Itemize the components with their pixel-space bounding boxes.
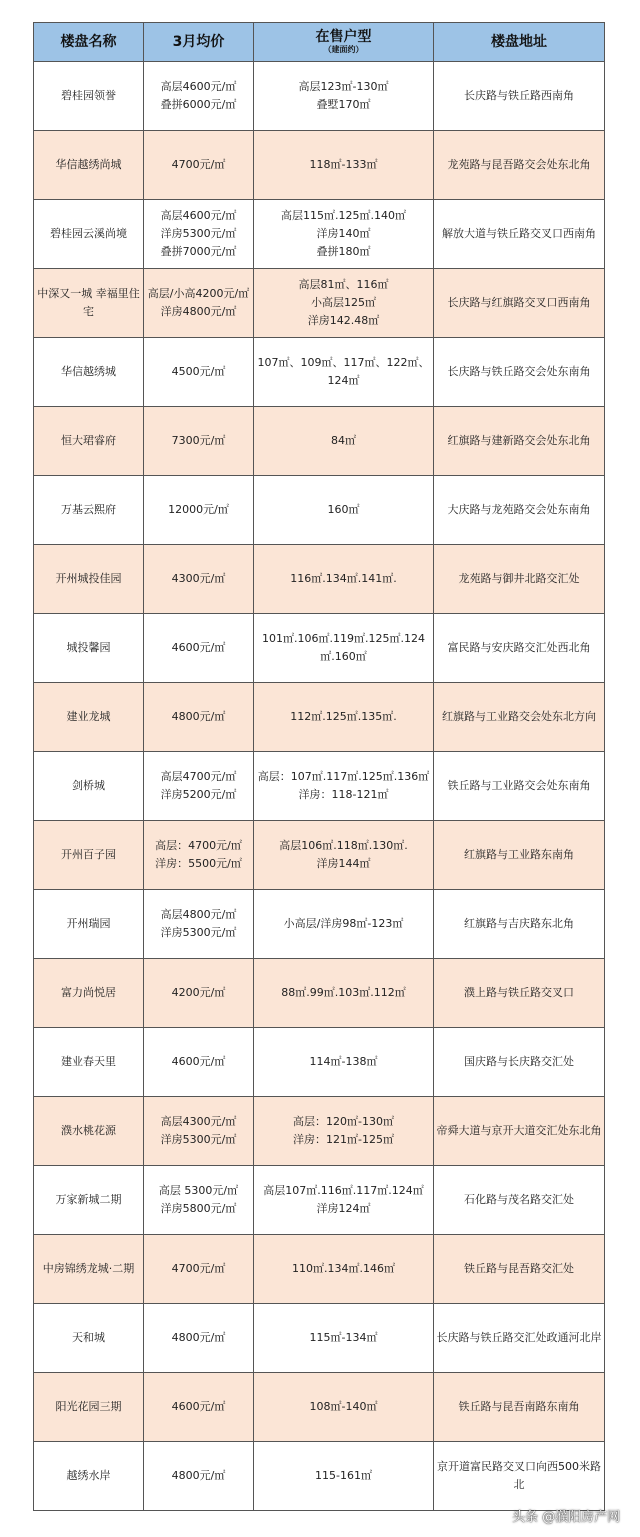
cell-price	[144, 1235, 254, 1304]
housing-price-table	[33, 22, 605, 1511]
cell-types-line: 115-161㎡	[315, 1469, 372, 1482]
cell-types-line: 118㎡-133㎡	[309, 158, 378, 171]
cell-types-line: 洋房140㎡	[316, 227, 371, 240]
cell-name: 天和城	[34, 1304, 144, 1373]
cell-types-line: 叠墅170㎡	[316, 98, 371, 111]
cell-types	[254, 890, 434, 959]
cell-address: 龙苑路与昆吾路交会处东北角	[434, 131, 605, 200]
table-row	[34, 752, 605, 821]
cell-types-line: 108㎡-140㎡	[309, 1400, 378, 1413]
cell-price-line: 高层 5300元/㎡	[158, 1184, 239, 1197]
cell-name: 碧桂园领誉	[34, 62, 144, 131]
cell-address: 石化路与茂名路交汇处	[434, 1166, 605, 1235]
cell-address: 铁丘路与昆吾路交汇处	[434, 1235, 605, 1304]
cell-price-line: 4500元/㎡	[171, 365, 226, 378]
cell-price-line: 洋房4800元/㎡	[160, 305, 237, 318]
cell-price-line: 洋房5300元/㎡	[160, 1133, 237, 1146]
cell-price	[144, 752, 254, 821]
cell-price-line: 7300元/㎡	[171, 434, 226, 447]
cell-price-line: 4700元/㎡	[171, 158, 226, 171]
cell-address: 红旗路与吉庆路东北角	[434, 890, 605, 959]
cell-price-line: 洋房5300元/㎡	[160, 227, 237, 240]
cell-types-line: 高层115㎡.125㎡.140㎡	[281, 209, 406, 222]
cell-types	[254, 131, 434, 200]
cell-types-line: 110㎡.134㎡.146㎡	[292, 1262, 395, 1275]
cell-types-line: 洋房：121㎡-125㎡	[293, 1133, 394, 1146]
cell-price-line: 4800元/㎡	[171, 1469, 226, 1482]
table-row	[34, 476, 605, 545]
cell-types	[254, 1097, 434, 1166]
cell-price	[144, 1373, 254, 1442]
cell-price-line: 洋房5300元/㎡	[160, 926, 237, 939]
cell-price-line: 洋房5200元/㎡	[160, 788, 237, 801]
cell-types	[254, 200, 434, 269]
table-row	[34, 1373, 605, 1442]
cell-types	[254, 476, 434, 545]
cell-name: 开州百子园	[34, 821, 144, 890]
cell-price	[144, 476, 254, 545]
cell-address: 红旗路与工业路交会处东北方向	[434, 683, 605, 752]
cell-address: 解放大道与铁丘路交叉口西南角	[434, 200, 605, 269]
cell-types-line: 高层：107㎡.117㎡.125㎡.136㎡	[257, 770, 430, 783]
cell-types-line: 小高层/洋房98㎡-123㎡	[283, 917, 404, 930]
cell-price	[144, 200, 254, 269]
header-types	[254, 23, 434, 62]
cell-name: 万家新城二期	[34, 1166, 144, 1235]
cell-price-line: 12000元/㎡	[168, 503, 229, 516]
cell-name: 碧桂园云溪尚境	[34, 200, 144, 269]
cell-price-line: 4600元/㎡	[171, 641, 226, 654]
cell-price-line: 4800元/㎡	[171, 710, 226, 723]
cell-types-line: 洋房：118-121㎡	[298, 788, 389, 801]
cell-price	[144, 338, 254, 407]
cell-types-line: 84㎡	[331, 434, 356, 447]
cell-types	[254, 1442, 434, 1511]
cell-types-line: 洋房144㎡	[316, 857, 371, 870]
cell-address: 红旗路与工业路东南角	[434, 821, 605, 890]
cell-types-line: 112㎡.125㎡.135㎡.	[290, 710, 397, 723]
cell-price-line: 高层：4700元/㎡	[155, 839, 242, 852]
cell-name: 阳光花园三期	[34, 1373, 144, 1442]
table-row	[34, 200, 605, 269]
cell-price-line: 高层4600元/㎡	[160, 209, 237, 222]
cell-types	[254, 1028, 434, 1097]
cell-address: 铁丘路与昆吾南路东南角	[434, 1373, 605, 1442]
cell-types-line: 116㎡.134㎡.141㎡.	[290, 572, 397, 585]
cell-types	[254, 959, 434, 1028]
cell-price-line: 高层4600元/㎡	[160, 80, 237, 93]
cell-name: 万基云熙府	[34, 476, 144, 545]
cell-address: 大庆路与龙苑路交会处东南角	[434, 476, 605, 545]
table-row	[34, 1028, 605, 1097]
table-row	[34, 545, 605, 614]
table-row	[34, 614, 605, 683]
table-row	[34, 269, 605, 338]
cell-types-line: 叠拼180㎡	[316, 245, 371, 258]
cell-types-line: 115㎡-134㎡	[309, 1331, 378, 1344]
cell-types	[254, 269, 434, 338]
header-types-label: 在售户型	[315, 29, 372, 45]
cell-address: 铁丘路与工业路交会处东南角	[434, 752, 605, 821]
cell-price-line: 洋房5800元/㎡	[160, 1202, 237, 1215]
cell-address: 红旗路与建新路交会处东北角	[434, 407, 605, 476]
table-row	[34, 338, 605, 407]
cell-price	[144, 821, 254, 890]
cell-address: 长庆路与铁丘路交会处东南角	[434, 338, 605, 407]
cell-types-line: 高层81㎡、116㎡	[298, 278, 389, 291]
cell-price-line: 4200元/㎡	[171, 986, 226, 999]
cell-address: 长庆路与红旗路交叉口西南角	[434, 269, 605, 338]
cell-address: 国庆路与长庆路交汇处	[434, 1028, 605, 1097]
cell-types-line: 88㎡.99㎡.103㎡.112㎡	[281, 986, 406, 999]
cell-price	[144, 890, 254, 959]
header-price: 3月均价	[144, 23, 254, 62]
header-types-sub: （建面约）	[323, 45, 364, 54]
cell-types-line: 114㎡-138㎡	[309, 1055, 378, 1068]
cell-price-line: 4600元/㎡	[171, 1400, 226, 1413]
table-row	[34, 1097, 605, 1166]
header-address: 楼盘地址	[434, 23, 605, 62]
table-row	[34, 890, 605, 959]
cell-address: 富民路与安庆路交汇处西北角	[434, 614, 605, 683]
cell-types-line: 洋房142.48㎡	[307, 314, 380, 327]
cell-price	[144, 269, 254, 338]
cell-address: 龙苑路与御井北路交汇处	[434, 545, 605, 614]
cell-price	[144, 683, 254, 752]
table-row	[34, 1166, 605, 1235]
cell-types	[254, 1373, 434, 1442]
cell-price	[144, 62, 254, 131]
cell-types-line: 高层107㎡.116㎡.117㎡.124㎡	[263, 1184, 424, 1197]
table-row	[34, 821, 605, 890]
cell-name: 恒大珺睿府	[34, 407, 144, 476]
cell-types-line: 洋房124㎡	[316, 1202, 371, 1215]
cell-price-line: 4300元/㎡	[171, 572, 226, 585]
cell-price-line: 洋房：5500元/㎡	[155, 857, 242, 870]
cell-address: 京开道富民路交叉口向西500米路北	[434, 1442, 605, 1511]
cell-types	[254, 683, 434, 752]
cell-price	[144, 545, 254, 614]
cell-name: 开州城投佳园	[34, 545, 144, 614]
cell-name: 开州瑞园	[34, 890, 144, 959]
cell-price	[144, 614, 254, 683]
cell-address: 濮上路与铁丘路交叉口	[434, 959, 605, 1028]
table-row	[34, 1235, 605, 1304]
cell-price-line: 4600元/㎡	[171, 1055, 226, 1068]
cell-types-line: 高层：120㎡-130㎡	[293, 1115, 394, 1128]
cell-price	[144, 1442, 254, 1511]
cell-price	[144, 1304, 254, 1373]
cell-types	[254, 1304, 434, 1373]
cell-price	[144, 131, 254, 200]
cell-name: 越绣水岸	[34, 1442, 144, 1511]
table-row	[34, 131, 605, 200]
table-row	[34, 1304, 605, 1373]
cell-name: 华信越绣城	[34, 338, 144, 407]
cell-types-line: 107㎡、109㎡、117㎡、122㎡、124㎡	[257, 356, 430, 387]
cell-name: 建业春天里	[34, 1028, 144, 1097]
cell-price-line: 高层4300元/㎡	[160, 1115, 237, 1128]
table-row	[34, 959, 605, 1028]
cell-types	[254, 1166, 434, 1235]
table-row	[34, 683, 605, 752]
cell-types	[254, 338, 434, 407]
cell-types	[254, 62, 434, 131]
table-row	[34, 407, 605, 476]
cell-price	[144, 407, 254, 476]
cell-price	[144, 1097, 254, 1166]
cell-price-line: 叠拼6000元/㎡	[160, 98, 237, 111]
table-header-row	[34, 23, 605, 62]
cell-name: 富力尚悦居	[34, 959, 144, 1028]
cell-types	[254, 1235, 434, 1304]
cell-price	[144, 959, 254, 1028]
source-watermark: 头条 @濮阳房产网	[512, 1510, 621, 1525]
cell-price-line: 4700元/㎡	[171, 1262, 226, 1275]
cell-types	[254, 752, 434, 821]
cell-name: 华信越绣尚城	[34, 131, 144, 200]
cell-types-line: 160㎡	[327, 503, 360, 516]
cell-name: 中深又一城 幸福里住宅	[34, 269, 144, 338]
cell-price-line: 高层/小高4200元/㎡	[147, 287, 250, 300]
cell-types	[254, 545, 434, 614]
cell-types	[254, 821, 434, 890]
cell-name: 中房锦绣龙城·二期	[34, 1235, 144, 1304]
header-name: 楼盘名称	[34, 23, 144, 62]
cell-types	[254, 614, 434, 683]
cell-types-line: 高层123㎡-130㎡	[298, 80, 389, 93]
cell-price-line: 4800元/㎡	[171, 1331, 226, 1344]
cell-address: 帝舜大道与京开大道交汇处东北角	[434, 1097, 605, 1166]
cell-price-line: 高层4800元/㎡	[160, 908, 237, 921]
table-row	[34, 1442, 605, 1511]
cell-price	[144, 1166, 254, 1235]
cell-types-line: 高层106㎡.118㎡.130㎡.	[279, 839, 408, 852]
cell-name: 剑桥城	[34, 752, 144, 821]
cell-price	[144, 1028, 254, 1097]
cell-name: 城投馨园	[34, 614, 144, 683]
table-row	[34, 62, 605, 131]
cell-price-line: 高层4700元/㎡	[160, 770, 237, 783]
cell-types	[254, 407, 434, 476]
cell-address: 长庆路与铁丘路西南角	[434, 62, 605, 131]
cell-types-line: 小高层125㎡	[311, 296, 376, 309]
cell-types-line: 101㎡.106㎡.119㎡.125㎡.124㎡.160㎡	[262, 632, 425, 663]
cell-address: 长庆路与铁丘路交汇处政通河北岸	[434, 1304, 605, 1373]
cell-name: 濮水桃花源	[34, 1097, 144, 1166]
cell-name: 建业龙城	[34, 683, 144, 752]
cell-price-line: 叠拼7000元/㎡	[160, 245, 237, 258]
